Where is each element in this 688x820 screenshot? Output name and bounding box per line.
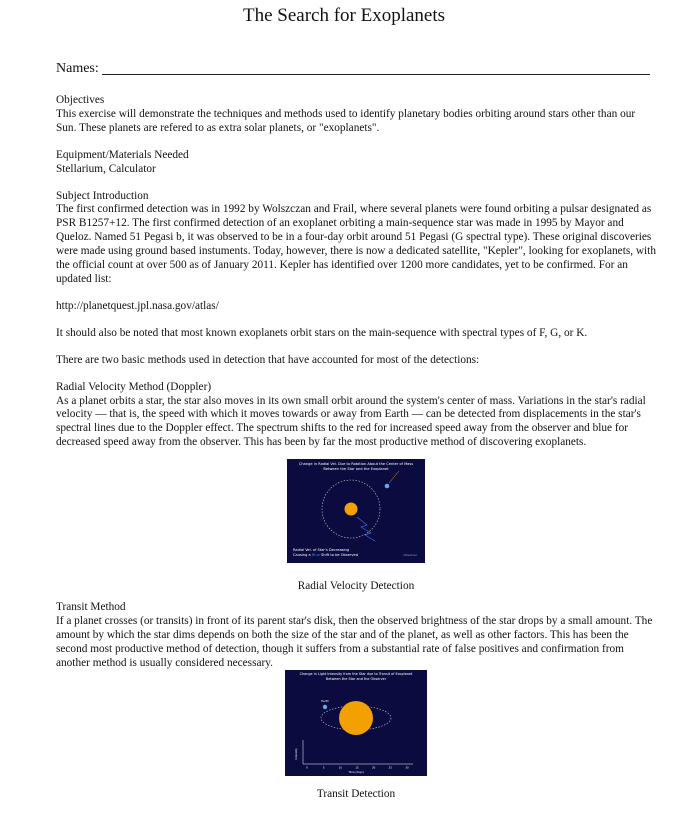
fig-title-line1: Change in Light Intensity from the Star due to Transit of Exoplanet — [299, 672, 413, 677]
fig-ylabel: Intensity — [295, 748, 298, 761]
intro-text: The first confirmed detection was in 1992 by Wolszczan and Frail, where several planets were found orbiting a pulsar designated as PSR B1257+12. The first confirmed detection of an exoplanet orbiting a main-sequence star was made in 1995 by Mayor and Queloz. Named 51 Pegasi b, it was observed to be in a four-day orbit around 51 Pegasi (G spectral type). These original discoveries were made using ground based instuments. Today, however, there is now a dedicated satellite, "Kepler", looking for exoplanets, with the official count at over 500 as of January 2011. Kepler has identified over 1200 more candidates, yet to be confirmed. For an updated list: — [56, 203, 656, 285]
document-body — [56, 94, 656, 802]
equipment-section — [56, 149, 656, 177]
names-field[interactable] — [102, 74, 650, 75]
intro-section — [56, 190, 656, 287]
equipment-heading: Equipment/Materials Needed — [56, 148, 189, 161]
fig-label-shift: Shift to be Observed — [321, 553, 359, 558]
page-title: The Search for Exoplanets — [242, 5, 446, 26]
objectives-section — [56, 94, 656, 136]
equipment-text: Stellarium, Calculator — [56, 162, 156, 175]
radial-text: As a planet orbits a star, the star also moves in its own small orbit around the system's center of mass. Variations in the star's radial velocity — that is, the speed with which it moves towards or away from Earth — can be detected from displacements in the star's spectral lines due to the Doppler effect. The spectrum shifts to the red for increased speed away from the observer and blue for decreased speed away from the observer. This has been by far the most productive method of discovering exoplanets. — [56, 394, 646, 449]
fig-title-line1: Change in Radial Vel. Due to Rotation About the Center of Mass — [298, 462, 414, 467]
x-tick-label: 10 — [338, 766, 342, 770]
fig-label-blue: Blue — [311, 553, 320, 558]
transit-heading: Transit Method — [56, 600, 126, 613]
radial-section — [56, 381, 656, 451]
transit-text: If a planet crosses (or transits) in front of its parent star's disk, then the observed brightness of the star drops by a small amount. The amount by which the star dims depends on both the size of the star and of the planet, as well as other factors. This has been the second most productive method of detection, though it suffers from a substantial rate of false positives and confirmation from another method is usually considered necessary. — [56, 614, 653, 669]
star — [339, 701, 373, 735]
objectives-heading: Objectives — [56, 94, 105, 106]
transit-caption: Transit Detection — [316, 788, 396, 801]
star — [345, 503, 358, 516]
fig-label-causing: Causing a — [293, 553, 311, 558]
exoplanet — [385, 484, 390, 489]
x-tick-label: 5 — [322, 766, 325, 770]
fig-watermark: Observer — [403, 553, 417, 558]
atlas-link[interactable]: http://planetquest.jpl.nasa.gov/atlas/ — [56, 299, 219, 312]
transit-diagram — [285, 670, 427, 776]
exoplanet — [323, 705, 327, 709]
fig-planet-label: Earth — [321, 699, 329, 704]
fig-xlabel: Time (days) — [348, 771, 364, 775]
fig-label-line1: Radial Vel. of Star's Decreasing — [293, 548, 350, 553]
x-tick-label: 0 — [306, 766, 308, 770]
spectral-note: It should also be noted that most known exoplanets orbit stars on the main-sequence with spectral types of F, G, or K. — [56, 326, 588, 339]
methods-line: There are two basic methods used in detection that have accounted for most of the detections: — [56, 353, 480, 366]
transit-section — [56, 601, 656, 671]
x-tick-label: 25 — [388, 766, 392, 770]
radial-figure — [56, 459, 656, 594]
radial-caption: Radial Velocity Detection — [297, 580, 415, 593]
x-tick-label: 30 — [405, 766, 409, 770]
x-tick-label: 20 — [372, 766, 376, 770]
fig-label-line2 — [293, 553, 358, 557]
radial-heading: Radial Velocity Method (Doppler) — [56, 380, 212, 393]
objectives-text: This exercise will demonstrate the techniques and methods used to identify planetary bodies orbiting around stars other than our Sun. These planets are refered to as extra solar planets, or "exoplanets". — [56, 107, 636, 134]
fig-title-line2: Between the Star and the Observer — [325, 677, 387, 682]
radial-velocity-diagram — [287, 459, 425, 563]
x-tick-label: 15 — [355, 766, 359, 770]
transit-figure — [56, 670, 656, 802]
names-label: Names: — [56, 61, 99, 76]
intro-heading: Subject Introduction — [56, 189, 149, 202]
fig-title-line2: Between the Star and the Exoplanet — [323, 467, 389, 472]
